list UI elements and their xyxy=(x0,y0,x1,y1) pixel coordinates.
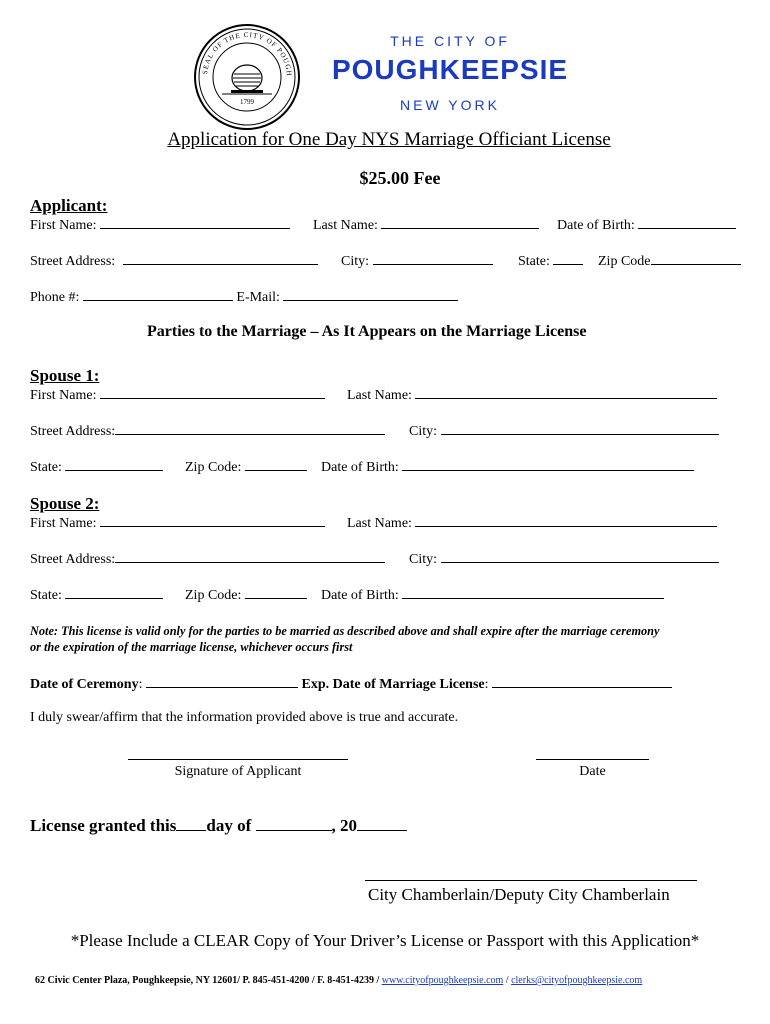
parties-heading: Parties to the Marriage – As It Appears on the Marriage License xyxy=(147,323,587,340)
applicant-city-label: City: xyxy=(341,254,370,269)
applicant-last-name-row xyxy=(313,216,539,234)
page-title: Application for One Day NYS Marriage Officiant License xyxy=(167,129,611,150)
spouse1-state-field[interactable] xyxy=(65,458,163,471)
spouse1-first-name-field[interactable] xyxy=(100,386,325,399)
spouse2-dob-row xyxy=(321,586,664,604)
spouse1-zip-row xyxy=(185,458,307,476)
applicant-street-field[interactable] xyxy=(123,252,318,265)
applicant-email-label: E-Mail: xyxy=(236,290,280,305)
footer-address: 62 Civic Center Plaza, Poughkeepsie, NY 12601/ P. 845-451-4200 / F. 8-451-4239 / xyxy=(35,975,380,986)
granted-day-field[interactable] xyxy=(176,818,206,831)
spouse1-state-row xyxy=(30,458,163,476)
spouse1-zip-field[interactable] xyxy=(245,458,307,471)
applicant-first-name-field[interactable] xyxy=(100,216,290,229)
ceremony-date-field[interactable] xyxy=(146,675,298,688)
seal-year: 1799 xyxy=(240,98,254,106)
spouse1-zip-label: Zip Code: xyxy=(185,460,242,475)
applicant-zip-field[interactable] xyxy=(651,252,741,265)
spouse1-heading: Spouse 1: xyxy=(30,366,100,385)
spouse1-dob-label: Date of Birth: xyxy=(321,460,399,475)
spouse2-city-field[interactable] xyxy=(441,550,719,563)
exp-date-field[interactable] xyxy=(492,675,672,688)
exp-date-label: Exp. Date of Marriage License xyxy=(301,677,485,692)
date-label: Date xyxy=(579,764,606,779)
ceremony-date-label: Date of Ceremony xyxy=(30,677,139,692)
granted-month-field[interactable] xyxy=(256,818,332,831)
spouse2-first-name-row xyxy=(30,514,325,532)
brand-name: POUGHKEEPSIE xyxy=(331,54,569,85)
spouse1-last-name-label: Last Name: xyxy=(347,388,412,403)
spouse1-street-field[interactable] xyxy=(115,422,385,435)
applicant-city-row xyxy=(341,252,493,270)
spouse1-street-row xyxy=(30,422,385,440)
spouse2-dob-label: Date of Birth: xyxy=(321,588,399,603)
applicant-state-row xyxy=(518,252,583,270)
signature-label: Signature of Applicant xyxy=(174,764,302,779)
applicant-phone-field[interactable] xyxy=(83,288,233,301)
applicant-last-name-field[interactable] xyxy=(381,216,539,229)
spouse2-last-name-label: Last Name: xyxy=(347,516,412,531)
granted-year-label: , 20 xyxy=(331,816,358,835)
include-id-note: *Please Include a CLEAR Copy of Your Driver’s License or Passport with this Application* xyxy=(70,931,700,950)
spouse2-state-label: State: xyxy=(30,588,62,603)
fee-label: $25.00 Fee xyxy=(359,168,441,188)
validity-note-line2: or the expiration of the marriage license, whichever occurs first xyxy=(30,640,353,654)
license-granted-row xyxy=(30,816,407,836)
applicant-street-row xyxy=(30,252,318,270)
spouse2-state-field[interactable] xyxy=(65,586,163,599)
applicant-phone-row xyxy=(30,288,458,306)
applicant-phone-label: Phone #: xyxy=(30,290,80,305)
seal-text: SEAL OF THE CITY OF POUGH xyxy=(201,30,294,77)
signature-line[interactable] xyxy=(128,759,348,760)
spouse1-dob-row xyxy=(321,458,694,476)
spouse1-street-label: Street Address: xyxy=(30,424,116,439)
applicant-last-name-label: Last Name: xyxy=(313,218,378,233)
spouse2-last-name-field[interactable] xyxy=(415,514,717,527)
applicant-dob-label: Date of Birth: xyxy=(557,218,635,233)
spouse2-heading: Spouse 2: xyxy=(30,494,100,513)
applicant-city-field[interactable] xyxy=(373,252,493,265)
spouse1-city-label: City: xyxy=(409,424,438,439)
spouse1-city-field[interactable] xyxy=(441,422,719,435)
granted-year-field[interactable] xyxy=(357,818,407,831)
website-link[interactable]: www.cityofpoughkeepsie.com xyxy=(381,975,504,986)
applicant-zip-label: Zip Code xyxy=(598,254,651,269)
spouse2-state-row xyxy=(30,586,163,604)
spouse2-street-field[interactable] xyxy=(115,550,385,563)
spouse2-street-label: Street Address: xyxy=(30,552,116,567)
applicant-dob-row xyxy=(557,216,736,234)
spouse2-city-row xyxy=(409,550,719,568)
applicant-zip-row xyxy=(598,252,741,270)
exp-date-colon: : xyxy=(484,677,489,692)
applicant-state-field[interactable] xyxy=(553,252,583,265)
applicant-dob-field[interactable] xyxy=(638,216,736,229)
email-link[interactable]: clerks@cityofpoughkeepsie.com xyxy=(511,975,643,986)
spouse2-city-label: City: xyxy=(409,552,438,567)
spouse1-first-name-label: First Name: xyxy=(30,388,97,403)
applicant-first-name-label: First Name: xyxy=(30,218,97,233)
date-line[interactable] xyxy=(536,759,649,760)
applicant-street-label: Street Address: xyxy=(30,254,116,269)
spouse2-zip-field[interactable] xyxy=(245,586,307,599)
ceremony-date-colon: : xyxy=(138,677,143,692)
spouse1-dob-field[interactable] xyxy=(402,458,694,471)
brand-line3: NEW YORK xyxy=(400,97,500,113)
brand-line1: THE CITY OF xyxy=(390,33,510,49)
applicant-first-name-row xyxy=(30,216,290,234)
footer-sep: / xyxy=(505,975,509,986)
spouse2-dob-field[interactable] xyxy=(402,586,664,599)
validity-note-line1: Note: This license is valid only for the parties to be married as described above and shall expire after the marriage ceremony xyxy=(30,624,660,638)
applicant-state-label: State: xyxy=(518,254,550,269)
spouse1-last-name-row xyxy=(347,386,717,404)
spouse1-first-name-row xyxy=(30,386,325,404)
applicant-email-field[interactable] xyxy=(283,288,458,301)
chamberlain-signature-line[interactable] xyxy=(365,880,697,881)
spouse2-first-name-label: First Name: xyxy=(30,516,97,531)
applicant-heading: Applicant: xyxy=(30,196,108,215)
spouse1-city-row xyxy=(409,422,719,440)
ceremony-row xyxy=(30,675,672,693)
spouse2-zip-label: Zip Code: xyxy=(185,588,242,603)
spouse1-last-name-field[interactable] xyxy=(415,386,717,399)
chamberlain-label: City Chamberlain/Deputy City Chamberlain xyxy=(368,885,670,904)
spouse2-street-row xyxy=(30,550,385,568)
spouse2-zip-row xyxy=(185,586,307,604)
spouse2-first-name-field[interactable] xyxy=(100,514,325,527)
granted-dayof-label: day of xyxy=(206,816,252,835)
granted-label: License granted this xyxy=(30,816,177,835)
spouse1-state-label: State: xyxy=(30,460,62,475)
swear-statement: I duly swear/affirm that the information provided above is true and accurate. xyxy=(30,710,459,725)
spouse2-last-name-row xyxy=(347,514,717,532)
footer xyxy=(35,975,642,986)
